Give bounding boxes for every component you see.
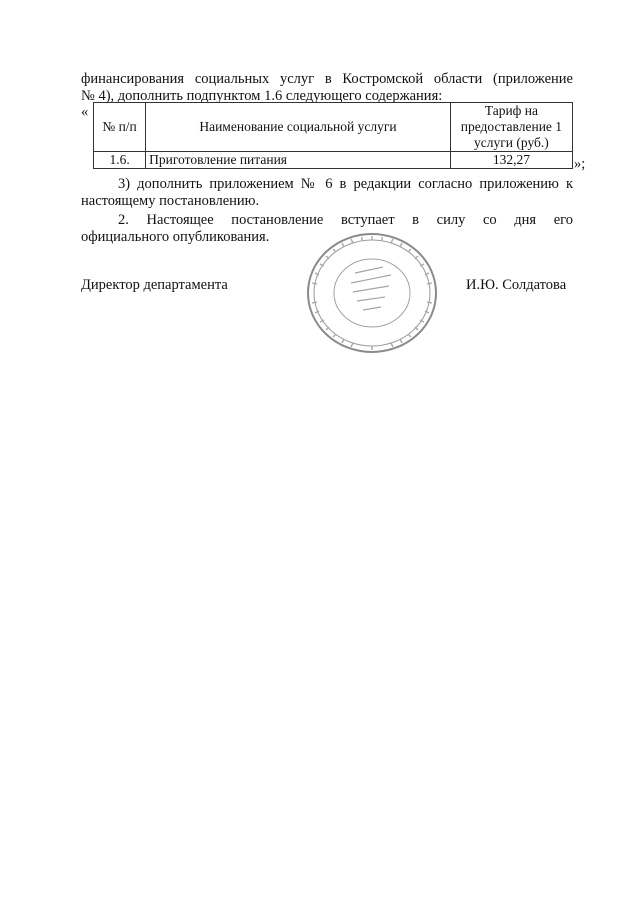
row-tariff: 132,27 [450, 152, 572, 169]
header-name: Наименование социальной услуги [146, 103, 451, 152]
closing-quote: »; [574, 156, 586, 172]
row-name: Приготовление питания [146, 152, 451, 169]
tariff-table [93, 102, 573, 169]
signature-name: И.Ю. Солдатова [466, 277, 567, 293]
paragraph-line: финансирования социальных услуг в Костромской области (приложение [81, 71, 573, 87]
header-num: № п/п [94, 103, 146, 152]
paragraph-line: № 4), дополнить подпунктом 1.6 следующего содержания: [81, 88, 443, 104]
opening-quote: « [81, 104, 89, 120]
header-tariff: Тариф на предоставление 1 услуги (руб.) [450, 103, 572, 152]
row-num: 1.6. [94, 152, 146, 169]
paragraph-line: официального опубликования. [81, 229, 270, 245]
table-row [94, 152, 573, 169]
paragraph-line: 2. Настоящее постановление вступает в силу со дня его [118, 212, 573, 228]
signature-position: Директор департамента [81, 277, 228, 293]
paragraph-line: настоящему постановлению. [81, 193, 260, 209]
paragraph-line: 3) дополнить приложением № 6 в редакции согласно приложению к [118, 176, 573, 192]
table-header-row [94, 103, 573, 152]
tariff-table-container [93, 102, 573, 169]
official-seal-icon [305, 231, 439, 355]
